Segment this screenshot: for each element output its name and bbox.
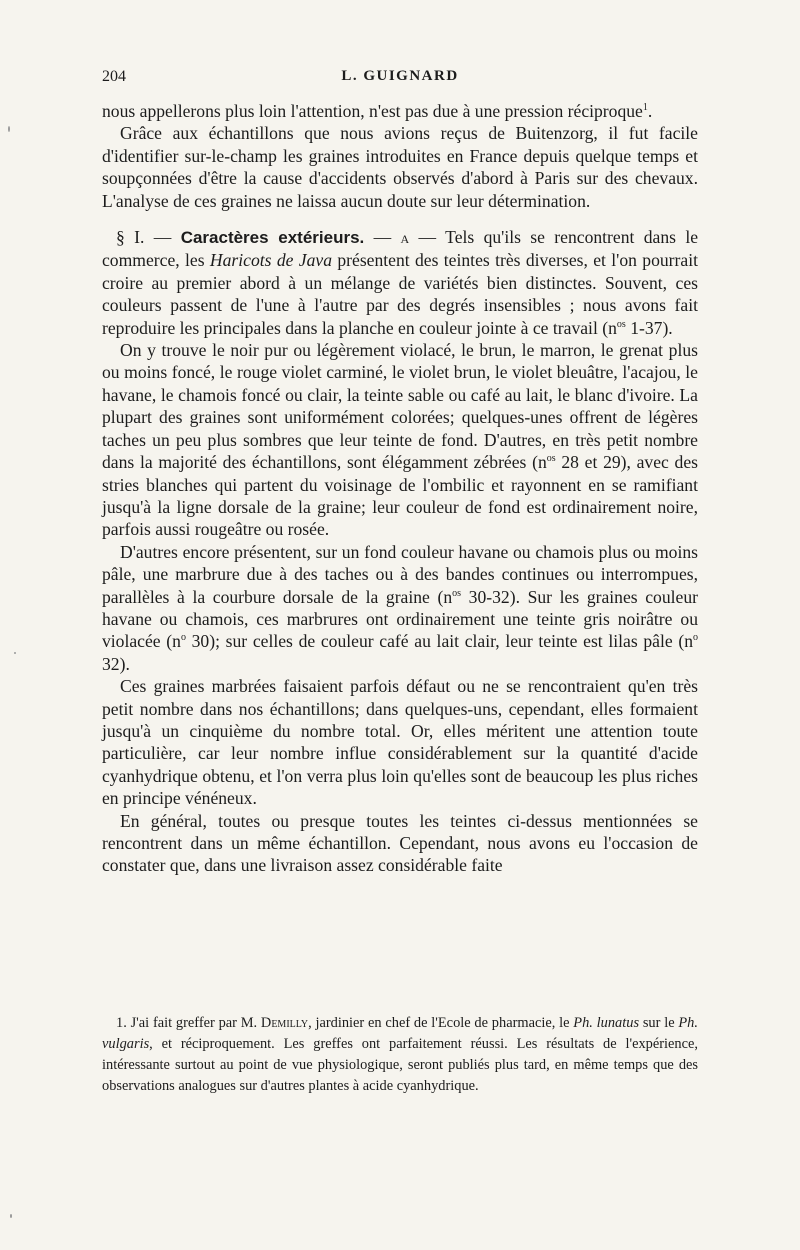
paragraph-text: 28 et 29), avec des stries blanches qui partent du voisinage de l'ombilic et rayonnent en se ramifiant jusqu'à la ligne dorsale de la graine; leur couleur de fond est ordinairement noire, parfois aussi rougeâtre ou rosée. xyxy=(102,452,699,540)
section-paragraph xyxy=(102,226,698,339)
subsection-letter: a xyxy=(400,227,410,248)
separator-dash: — xyxy=(144,227,181,248)
paragraph-text: présentent des teintes très diverses, et l'on pourrait croire au premier abord à un mélange de variétés bien distinctes. Souvent, ces couleurs passent de l'une à l'autre par des degrés insensibles ; nous avons fait reproduire les principales dans la planche en couleur jointe à ce travail (n xyxy=(102,250,698,338)
footnote-part: , jardinier en chef de l'Ecole de pharmacie, le xyxy=(308,1015,574,1031)
italic-term: Haricots de Java xyxy=(209,250,332,271)
paragraph-text: 32). xyxy=(102,653,130,674)
paragraph-text: On y trouve le noir pur ou légèrement violacé, le brun, le marron, le grenat plus ou moins foncé, le rouge violet carminé, le violet brun, le violet bleuâtre, l'acajou, le havane, le chamois foncé ou clair, la teinte sable ou café au lait, le blanc d'ivoire. La plupart des graines sont uniformément colorées; quelques-unes offrent de légères taches un peu plus sombres que leur teinte de fond. D'autres, en très petit nombre dans la majorité des échantillons, sont élégamment zébrées (n xyxy=(102,340,698,473)
paragraph-text: 30-32). Sur les graines couleur havane ou chamois, ces marbrures ont ordinairement une teinte gris noirâtre ou violacée (n xyxy=(102,586,699,652)
footnote-text xyxy=(102,1013,698,1097)
footnote xyxy=(102,1013,698,1097)
superscript: o xyxy=(180,632,186,644)
paragraph: Ces graines marbrées faisaient parfois défaut ou ne se rencontraient qu'en très petit nombre dans nos échantillons; dans quelques-uns, cependant, elles formaient jusqu'à un cinquième du nombre total. Or, elles méritent une attention toute particulière, car leur nombre influe considérablement sur la quantité d'acide cyanhydrique obtenu, et l'on verra plus loin qu'elles sont de beaucoup les plus riches en principe vénéneux. xyxy=(102,676,698,809)
person-name: Demilly xyxy=(260,1015,309,1031)
plate-reference: 1-37). xyxy=(625,317,673,338)
paper-speck xyxy=(8,126,10,132)
running-header xyxy=(102,68,698,90)
paragraph xyxy=(102,339,698,541)
paragraph-continuation xyxy=(102,100,698,122)
superscript: os xyxy=(546,453,556,465)
footnote-number: 1. xyxy=(116,1015,127,1031)
footnote-part: , et réciproquement. Les greffes ont parfaitement réussi. Les résultats de l'expérience, intéressante surtout au point de vue physiologique, seront publiés plus tard, en même temps que des observations analogues sur d'autres plantes à acide cyanhydrique. xyxy=(102,1036,698,1094)
superscript: o xyxy=(693,632,698,644)
paragraph: En général, toutes ou presque toutes les teintes ci-dessus mentionnées se rencontrent dans un même échantillon. Cependant, nous avons eu l'occasion de constater que, dans une livraison assez considérable faite xyxy=(102,810,698,876)
section-title: Caractères extérieurs. xyxy=(180,228,365,248)
superscript: os xyxy=(616,318,626,330)
separator-dash: — xyxy=(409,227,446,248)
section-mark: § I. xyxy=(116,227,145,248)
footnote-part: sur le xyxy=(639,1015,679,1031)
footnote-marker: 1 xyxy=(642,102,648,114)
species-name: Ph. lunatus xyxy=(573,1015,640,1031)
footnote-part: J'ai fait greffer par M. xyxy=(126,1015,261,1031)
superscript: os xyxy=(452,587,462,599)
page-number: 204 xyxy=(102,68,126,85)
species-name: Ph. vulgaris xyxy=(102,1015,698,1052)
separator-dash: — xyxy=(364,227,401,248)
paragraph-text: nous appellerons plus loin l'attention, n'est pas due à une pression réciproque xyxy=(102,101,643,121)
paper-speck xyxy=(10,1214,12,1218)
paragraph: Grâce aux échantillons que nous avions reçus de Buitenzorg, il fut facile d'identifier sur-le-champ les graines introduites en France depuis quelque temps et soupçonnées d'être la cause d'accidents observés d'abord à Paris sur des chevaux. L'analyse de ces graines ne laissa aucun doute sur leur détermination. xyxy=(102,123,698,211)
paragraph xyxy=(102,541,698,675)
paragraph-text: D'autres encore présentent, sur un fond couleur havane ou chamois plus ou moins pâle, une marbrure due à des taches ou à des bandes continues ou interrompues, parallèles à la courbure dorsale de la graine (n xyxy=(102,541,698,607)
running-title: L. GUIGNARD xyxy=(341,68,459,84)
paper-speck xyxy=(14,652,16,654)
body-text xyxy=(102,100,698,877)
paragraph-text-tail: . xyxy=(647,101,653,121)
paragraph-text: 30); sur celles de couleur café au lait clair, leur teinte est lilas pâle (n xyxy=(185,631,693,652)
paragraph-text: Tels qu'ils se rencontrent dans le commerce, les xyxy=(102,227,699,271)
